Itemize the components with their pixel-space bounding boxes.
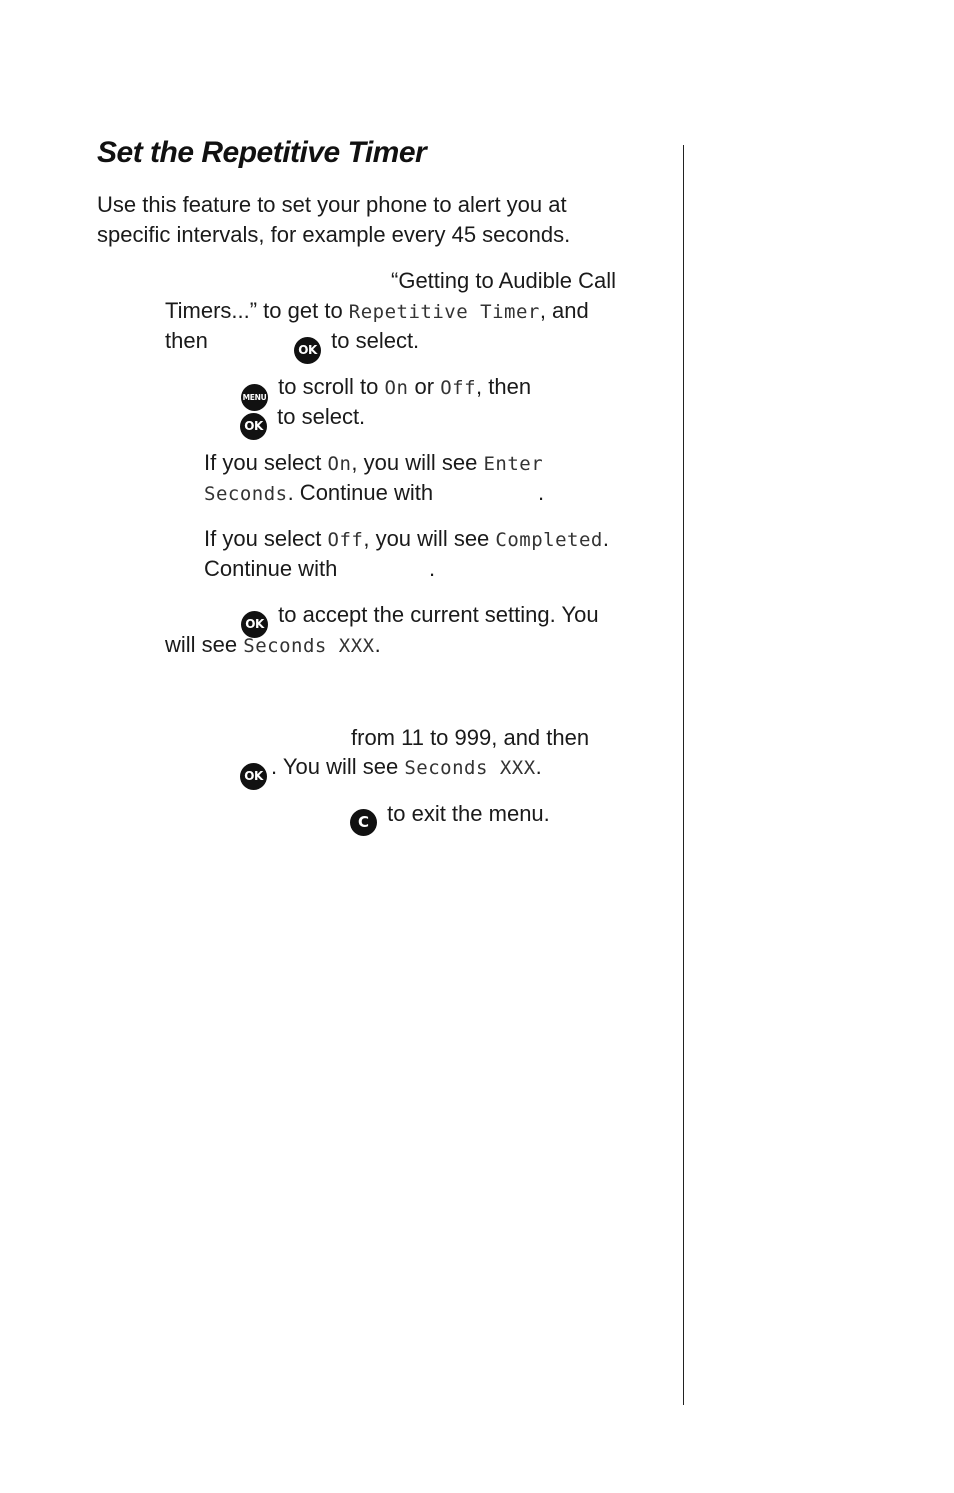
intro-line-2: specific intervals, for example every 45 seconds. (97, 222, 571, 247)
margin-divider-line (683, 145, 684, 1405)
step1-text: to select. (331, 328, 420, 353)
step4-line-1: from 11 to 999, and then (351, 725, 590, 750)
step1-line-3: then (165, 328, 208, 353)
step3-text: will see (165, 632, 244, 657)
lcd-seconds: Seconds (204, 483, 288, 505)
note2-line-2: Continue with (204, 556, 338, 581)
lcd-on: On (327, 453, 352, 475)
step2-line-2 (240, 402, 365, 440)
ok-key-icon: OK (294, 337, 321, 364)
step5-line-1 (350, 799, 550, 836)
step4-line-2 (240, 752, 542, 790)
note2-text: . (602, 526, 609, 551)
step1-line-3b (294, 326, 419, 364)
lcd-repetitive-timer: Repetitive Timer (348, 301, 540, 323)
lcd-off: Off (440, 377, 477, 399)
lcd-completed: Completed (495, 529, 603, 551)
step2-text: or (408, 374, 441, 399)
step1-text: , and (539, 298, 589, 323)
step3-text: to accept the current setting. You (278, 602, 599, 627)
step1-line-2 (165, 296, 589, 327)
step3-text: . (374, 632, 381, 657)
clear-key-icon: C (350, 809, 377, 836)
step3-line-2 (165, 630, 381, 661)
ok-key-icon: OK (240, 763, 267, 790)
note2-line-1 (204, 524, 609, 555)
lcd-seconds-xxx: Seconds XXX (243, 635, 375, 657)
step2-text: , then (476, 374, 532, 399)
step4-text: . You will see (271, 754, 405, 779)
lcd-on: On (384, 377, 409, 399)
note1-line-2 (204, 478, 433, 509)
intro-line-1: Use this feature to set your phone to alert you at (97, 192, 567, 217)
lcd-off: Off (327, 529, 364, 551)
lcd-seconds-xxx: Seconds XXX (404, 757, 536, 779)
step1-line-1: “Getting to Audible Call (391, 268, 617, 293)
step5-text: to exit the menu. (387, 801, 550, 826)
note1-period: . (538, 480, 545, 505)
note2-period: . (429, 556, 436, 581)
ok-key-icon: OK (241, 611, 268, 638)
lcd-enter: Enter (483, 453, 544, 475)
note2-text: , you will see (363, 526, 496, 551)
menu-key-icon: MENU (241, 384, 268, 411)
step2-text: to select. (277, 404, 366, 429)
section-title: Set the Repetitive Timer (97, 136, 427, 169)
note1-text: If you select (204, 450, 328, 475)
note1-text: . Continue with (287, 480, 434, 505)
step4-text: . (535, 754, 542, 779)
note1-line-1 (204, 448, 543, 479)
note1-text: , you will see (351, 450, 484, 475)
ok-key-icon: OK (240, 413, 267, 440)
step1-text: Timers...” to get to (165, 298, 349, 323)
note2-text: If you select (204, 526, 328, 551)
step2-text: to scroll to (278, 374, 385, 399)
